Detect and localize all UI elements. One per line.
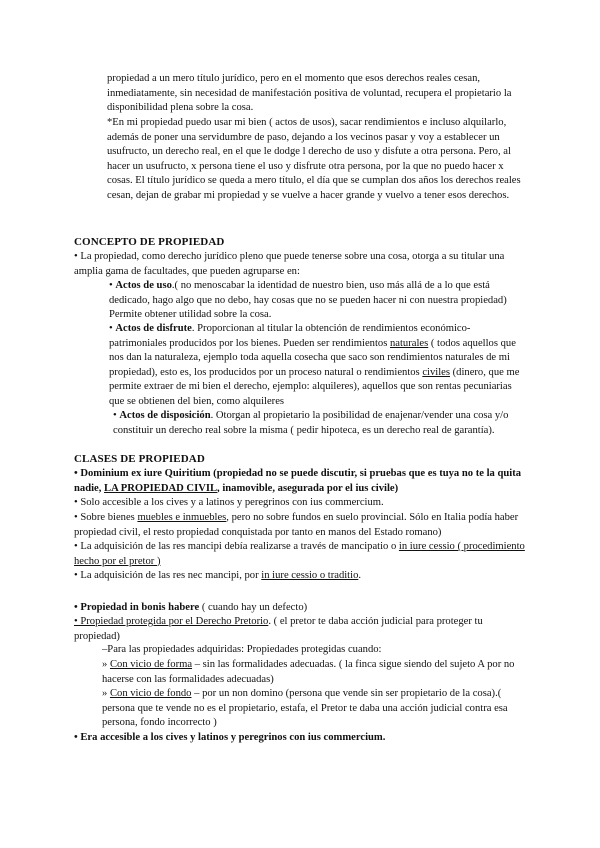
dominium-item (74, 467, 526, 496)
actos-uso-item (109, 279, 526, 323)
in-iure-cessio-term: in iure cessio ( procedimiento hecho por el pretor ) (74, 541, 525, 567)
actos-uso-label: Actos de uso (115, 280, 172, 291)
final-item: • Era accesible a los cives y latinos y peregrinos con ius commercium. (74, 732, 386, 743)
vicio-fondo-label: Con vicio de fondo (109, 688, 192, 699)
vicio-forma-label: Con vicio de forma (109, 659, 193, 670)
clases-item-2-text-2: , pero no sobre fundos en suelo provincial. Sólo en Italia podía haber propiedad civil, el resto propiedad conquistada por tanto en manos del Estado romano) (74, 512, 519, 538)
actos-disfrute-bullet: • (109, 323, 116, 334)
actos-disfrute-text-2: ( todos aquellos que nos dan la naturaleza, ejemplo toda aquella cosecha que saco son rendimientos naturales de mi propiedad), esto es, los producidos por un proceso natural o rendimientos (109, 337, 516, 378)
bonis-habere-text: ( cuando hay un defecto) (199, 602, 308, 613)
actos-disposicion-text: . Otorgan al propietario la posibilidad de enajenar/vender una cosa y/o constituir un derecho real sobre la misma ( pedir hipoteca, es un derecho real de garantía). (113, 410, 509, 436)
traditio-term: in iure cessio o traditio (261, 570, 359, 581)
clases-item-2 (74, 511, 526, 540)
vicio-forma-item (102, 658, 526, 687)
vicio-fondo-item (102, 687, 526, 731)
actos-disposicion-label: Actos de disposición (119, 410, 211, 421)
dominium-text-2: , inamovible, asegurada por el ius civile) (217, 482, 399, 494)
actos-disfrute-text-3: (dinero, que me permite extraer de mi bien el derecho, ejemplo: alquileres), aquellos que son rentas pecuniarias que se obtienen del bien, como alquileres (109, 366, 520, 407)
clases-item-4-text-1: • La adquisición de las res nec mancipi, por (74, 570, 262, 581)
actos-uso-text: .( no menoscabar la identidad de nuestro bien, uso más allá de a lo que está dedicado, hago algo que no debo, hay cosas que no se pueden hacer ni con nuestra propiedad) Permite obtener utilidad sobre la cosa. (109, 280, 507, 321)
actos-disposicion-item (113, 409, 526, 438)
naturales-term: naturales (389, 337, 429, 349)
actos-disfrute-label: Actos de disfrute (115, 323, 192, 334)
clases-item-3 (74, 540, 526, 569)
vicio-fondo-text: – por un non domino (persona que vende sin ser propietario de la cosa).( persona que te vende no es el propietario, estafa, el Pretor te daba una acción judicial contra esa persona, fondo incorrecto ) (102, 688, 508, 729)
concepto-intro: • La propiedad, como derecho jurídico pleno que puede tenerse sobre una cosa, otorga a su titular una amplia gama de facultades, que pueden agruparse en: (74, 251, 505, 277)
propiedad-civil-term: LA PROPIEDAD CIVIL (104, 482, 218, 494)
actos-disfrute-text-1: . Proporcionan al titular la obtención de rendimientos económico-patrimoniales producidos por los bienes. Pueden ser rendimientos (109, 323, 471, 349)
clases-item-4 (74, 569, 526, 584)
clases-item-4-text-2: . (358, 570, 362, 581)
concepto-heading: CONCEPTO DE PROPIEDAD (74, 236, 225, 248)
intro-paragraph-2: *En mi propiedad puedo usar mi bien ( actos de usos), sacar rendimientos e incluso alquilarlo, además de poner una servidumbre de paso, dejando a los vecinos pasar y voy a establecer un usufructo, un derecho real, en el que le dodge l derecho de uso y disfute a otra persona. Pero, al hacer un usufructo, x persona tiene el uso y disfrute otra persona, por la que no puedo hacer x cosas. El título jurídico se queda a mero título, el día que se cumplan dos años los derechos reales cesan, dejan de grabar mi propiedad y se vuelve a hacer grande y vuelvo a tener esos derechos. (107, 117, 521, 201)
clases-item-2-text-1: • Sobre bienes (74, 512, 138, 523)
bonis-habere-item (74, 601, 526, 616)
muebles-inmuebles-term: muebles e inmuebles (137, 512, 227, 523)
dominium-text-1: • Dominium ex iure Quiritium (propiedad no se puede discutir, si pruebas que es tuya no te la quita nadie, (74, 468, 522, 494)
vicio-fondo-marker: » (102, 688, 110, 699)
intro-paragraph-1: propiedad a un mero título jurídico, pero en el momento que esos derechos reales cesan, inmediatamente, sin necesidad de manifestación positiva de voluntad, recupera el propietario la disponibilidad plena sobre la cosa. (107, 73, 512, 114)
adquiridas-line: –Para las propiedades adquiridas: Propiedades protegidas cuando: (102, 644, 382, 655)
vicio-forma-marker: » (102, 659, 110, 670)
civiles-term: civiles (422, 366, 450, 378)
vicio-forma-text: – sin las formalidades adecuadas. ( la finca sigue siendo del sujeto A por no hacerse con las formalidades adecuadas) (102, 659, 515, 685)
clases-heading: CLASES DE PROPIEDAD (74, 453, 205, 465)
clases-item-1: • Solo accesible a los cives y a latinos y peregrinos con ius commercium. (74, 497, 384, 508)
actos-disfrute-item (109, 322, 526, 410)
pretorio-item (74, 615, 526, 644)
pretorio-label: • Propiedad protegida por el Derecho Pretorio (74, 616, 269, 627)
bonis-habere-label: • Propiedad in bonis habere (74, 602, 200, 613)
clases-item-3-text: • La adquisición de las res mancipi debía realizarse a través de mancipatio o (74, 541, 399, 552)
pretorio-text: . ( el pretor te daba acción judicial para proteger tu propiedad) (74, 616, 483, 642)
actos-disposicion-bullet: • (113, 410, 120, 421)
actos-uso-bullet: • (109, 280, 116, 291)
